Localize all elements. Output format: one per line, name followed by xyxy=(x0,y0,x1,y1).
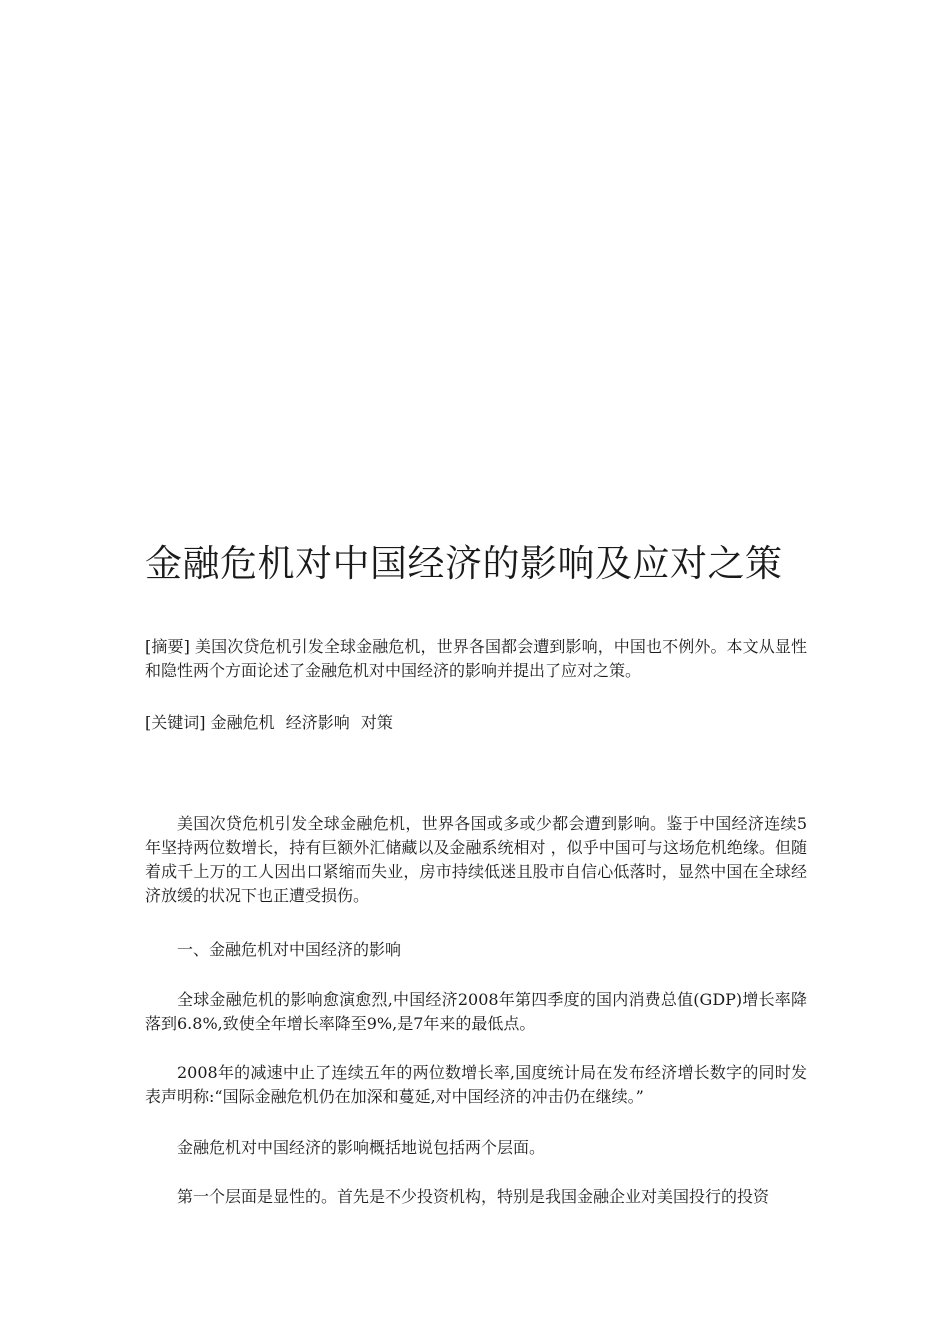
keyword-item: 经济影响 xyxy=(285,713,350,732)
keywords-label: [关键词] xyxy=(145,713,206,732)
abstract-text: 美国次贷危机引发全球金融危机，世界各国都会遭到影响，中国也不例外。本文从显性和隐性两个方面论述了金融危机对中国经济的影响并提出了应对之策。 xyxy=(145,637,807,680)
body-paragraph: 第一个层面是显性的。首先是不少投资机构，特别是我国金融企业对美国投行的投资 xyxy=(177,1187,770,1206)
document-title: 金融危机对中国经济的影响及应对之策 xyxy=(145,542,783,585)
body-paragraph: 全球金融危机的影响愈演愈烈,中国经济2008年第四季度的国内消费总值(GDP)增长率降落到6.8%,致使全年增长率降至9%,是7年来的最低点。 xyxy=(145,990,807,1033)
body-paragraph: 2008年的减速中止了连续五年的两位数增长率,国度统计局在发布经济增长数字的同时发表声明称:“国际金融危机仍在加深和蔓延,对中国经济的冲击仍在继续。” xyxy=(145,1063,807,1106)
keyword-item: 对策 xyxy=(360,713,393,732)
section-heading: 一、金融危机对中国经济的影响 xyxy=(177,940,402,959)
keywords-paragraph xyxy=(145,711,807,735)
keyword-item: 金融危机 xyxy=(210,713,275,732)
abstract-paragraph xyxy=(145,635,807,683)
body-paragraph: 美国次贷危机引发全球金融危机，世界各国或多或少都会遭到影响。鉴于中国经济连续5年坚持两位数增长，持有巨额外汇储藏以及金融系统相对 ，似乎中国可与这场危机绝缘。但随着成千上万的工人因出口紧缩而失业，房市持续低迷且股市自信心低落时，显然中国在全球经济放缓的状况下也正遭受损伤。 xyxy=(145,814,807,905)
body-paragraph: 金融危机对中国经济的影响概括地说包括两个层面。 xyxy=(177,1138,546,1157)
abstract-label: [摘要] xyxy=(145,637,190,656)
